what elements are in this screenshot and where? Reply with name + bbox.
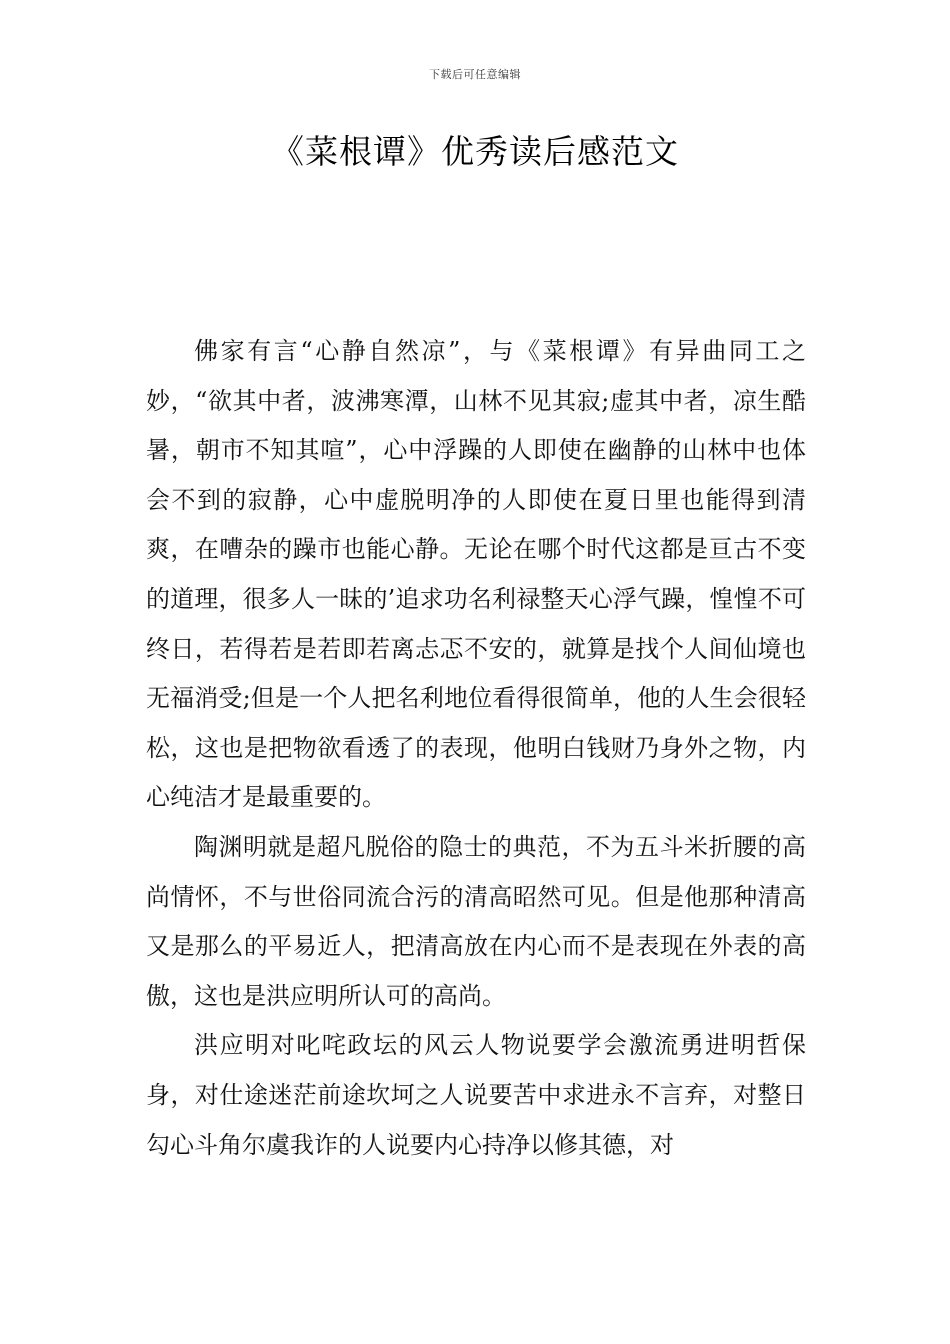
header-note: 下载后可任意编辑: [429, 68, 521, 81]
paragraph: 陶渊明就是超凡脱俗的隐士的典范，不为五斗米折腰的高尚情怀，不与世俗同流合污的清高昭然可见。但是他那种清高又是那么的平易近人，把清高放在内心而不是表现在外表的高傲，这也是洪应明所认可的高尚。: [146, 832, 806, 1010]
document-title: 《菜根谭》优秀读后感范文: [271, 132, 679, 171]
paragraph: 洪应明对叱咤政坛的风云人物说要学会激流勇进明哲保身，对仕途迷茫前途坎坷之人说要苦中求进永不言弃，对整日勾心斗角尔虞我诈的人说要内心持净以修其德，对: [146, 1031, 806, 1159]
document-body: [146, 327, 806, 1170]
paragraph: 佛家有言“心静自然凉”，与《菜根谭》有异曲同工之妙，“欲其中者，波沸寒潭，山林不见其寂;虚其中者，凉生酷暑，朝市不知其喧”，心中浮躁的人即使在幽静的山林中也体会不到的寂静，心中虚脱明净的人即使在夏日里也能得到清爽，在嘈杂的躁市也能心静。无论在哪个时代这都是亘古不变的道理，很多人一昧的’追求功名利禄整天心浮气躁，惶惶不可终日，若得若是若即若离忐忑不安的，就算是找个人间仙境也无福消受;但是一个人把名利地位看得很简单，他的人生会很轻松，这也是把物欲看透了的表现，他明白钱财乃身外之物，内心纯洁才是最重要的。: [146, 337, 806, 812]
